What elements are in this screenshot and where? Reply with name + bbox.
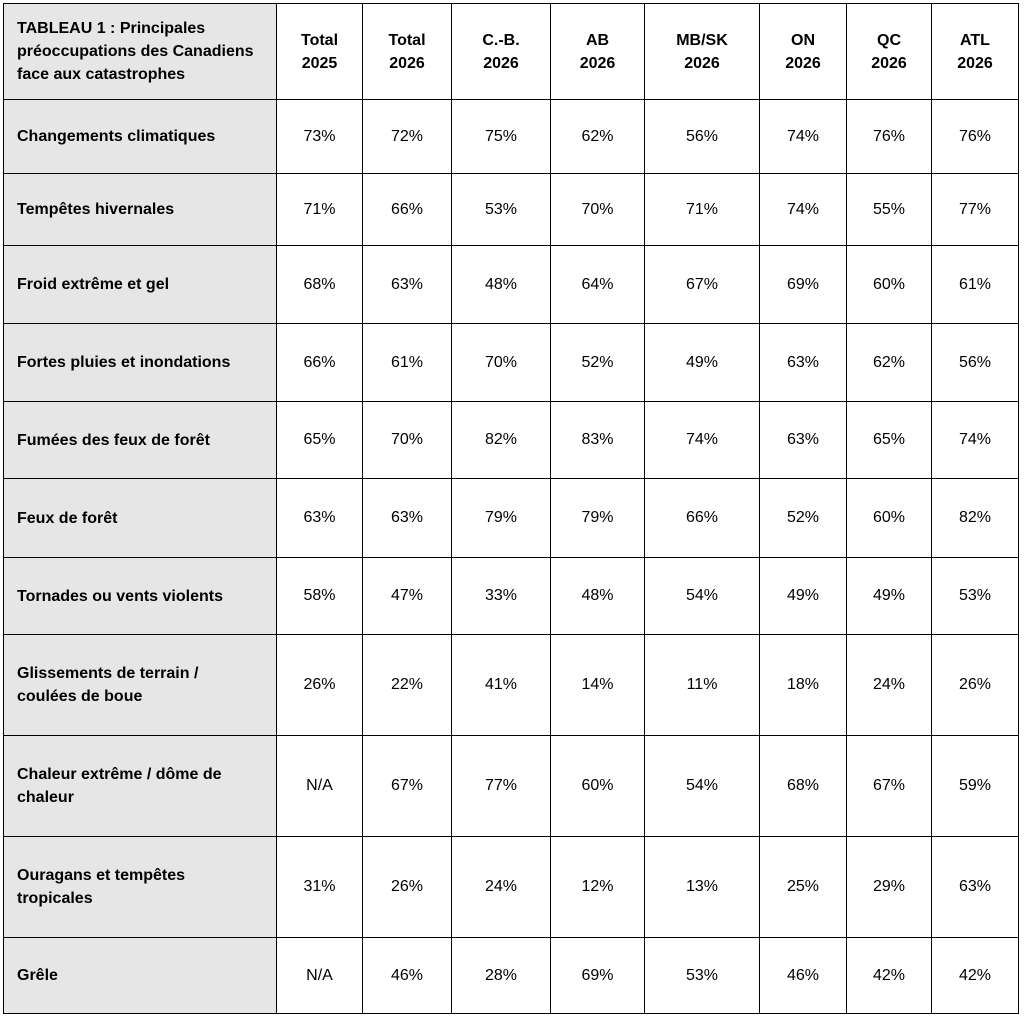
column-header-line1: QC — [877, 31, 901, 49]
table-cell: 25% — [760, 837, 847, 938]
row-label — [4, 324, 277, 402]
column-header-line1: AB — [585, 31, 610, 49]
table-cell: 24% — [847, 635, 932, 736]
column-header-on-2026 — [760, 4, 847, 100]
column-header-line2: 2025 — [301, 54, 338, 72]
table-cell: 76% — [847, 100, 932, 174]
table-cell: 13% — [645, 837, 760, 938]
table-title-line: face aux catastrophes — [17, 66, 186, 83]
table-cell: 62% — [847, 324, 932, 402]
row-label — [4, 479, 277, 558]
column-header-line2: 2026 — [389, 54, 425, 72]
column-header-total-2025 — [277, 4, 363, 100]
column-header-line2: 2026 — [684, 54, 720, 72]
table-cell: 60% — [551, 736, 645, 837]
header-row — [4, 4, 1019, 100]
table-cell: 74% — [645, 402, 760, 479]
table-cell: 67% — [847, 736, 932, 837]
table-cell: 74% — [760, 100, 847, 174]
table-cell: 66% — [363, 174, 452, 246]
table-cell: 62% — [551, 100, 645, 174]
table-cell: 52% — [551, 324, 645, 402]
table-cell: 46% — [760, 938, 847, 1014]
table-row — [4, 938, 1019, 1014]
table-cell: 64% — [551, 246, 645, 324]
column-header-atl-2026 — [932, 4, 1019, 100]
row-label-line: Fumées des feux de forêt — [17, 431, 210, 449]
table-cell: 75% — [452, 100, 551, 174]
row-label-line: Froid extrême et gel — [17, 276, 170, 293]
row-label — [4, 402, 277, 479]
column-header-total-2026 — [363, 4, 452, 100]
table-cell: 49% — [847, 558, 932, 635]
table-cell: 66% — [277, 324, 363, 402]
table-cell: 26% — [363, 837, 452, 938]
table-cell: N/A — [277, 938, 363, 1014]
table-cell: 79% — [551, 479, 645, 558]
row-label-line: Tempêtes hivernales — [17, 201, 175, 218]
table-cell: 71% — [277, 174, 363, 246]
row-label-line: tropicales — [17, 890, 93, 907]
table-cell: 63% — [363, 479, 452, 558]
row-label — [4, 558, 277, 635]
table-cell: 77% — [932, 174, 1019, 246]
table-cell: 28% — [452, 938, 551, 1014]
table-cell: 26% — [932, 635, 1019, 736]
table-cell: 14% — [551, 635, 645, 736]
table-cell: 61% — [932, 246, 1019, 324]
row-label-line: Changements climatiques — [17, 128, 216, 145]
table-cell: 56% — [932, 324, 1019, 402]
table-cell: 54% — [645, 736, 760, 837]
table-row — [4, 558, 1019, 635]
table-cell: N/A — [277, 736, 363, 837]
table-cell: 59% — [932, 736, 1019, 837]
column-header-line1: Total — [388, 31, 426, 49]
table-cell: 83% — [551, 402, 645, 479]
table-cell: 63% — [277, 479, 363, 558]
table-cell: 41% — [452, 635, 551, 736]
table-cell: 69% — [551, 938, 645, 1014]
table-cell: 79% — [452, 479, 551, 558]
table-cell: 33% — [452, 558, 551, 635]
column-header-bc-2026 — [452, 4, 551, 100]
column-header-line2: 2026 — [579, 54, 616, 72]
table-cell: 47% — [363, 558, 452, 635]
table-row — [4, 324, 1019, 402]
table-cell: 58% — [277, 558, 363, 635]
table-cell: 66% — [645, 479, 760, 558]
disaster-concerns-table — [3, 3, 1019, 1014]
table-cell: 72% — [363, 100, 452, 174]
table-cell: 65% — [277, 402, 363, 479]
row-label-line: Tornades ou vents violents — [17, 587, 223, 605]
table-cell: 49% — [760, 558, 847, 635]
table-title — [4, 4, 277, 100]
table-cell: 70% — [452, 324, 551, 402]
column-header-qc-2026 — [847, 4, 932, 100]
row-label — [4, 635, 277, 736]
table-cell: 53% — [645, 938, 760, 1014]
column-header-line1: ATL — [960, 31, 990, 49]
table-row — [4, 100, 1019, 174]
row-label — [4, 837, 277, 938]
column-header-line2: 2026 — [957, 54, 993, 72]
table-cell: 48% — [551, 558, 645, 635]
table-cell: 70% — [551, 174, 645, 246]
column-header-mbsk-2026 — [645, 4, 760, 100]
column-header-line1: ON — [791, 31, 815, 49]
row-label — [4, 246, 277, 324]
table-row — [4, 402, 1019, 479]
table-cell: 53% — [932, 558, 1019, 635]
table-cell: 46% — [363, 938, 452, 1014]
table-cell: 69% — [760, 246, 847, 324]
table-cell: 54% — [645, 558, 760, 635]
table-cell: 70% — [363, 402, 452, 479]
row-label — [4, 100, 277, 174]
row-label — [4, 736, 277, 837]
table-cell: 26% — [277, 635, 363, 736]
column-header-line2: 2026 — [785, 54, 821, 72]
table-cell: 55% — [847, 174, 932, 246]
table-cell: 60% — [847, 479, 932, 558]
table-cell: 68% — [760, 736, 847, 837]
row-label-line: Grêle — [17, 967, 58, 984]
table-cell: 52% — [760, 479, 847, 558]
table-cell: 53% — [452, 174, 551, 246]
table-title-line: TABLEAU 1 : Principales — [17, 20, 206, 37]
table-row — [4, 837, 1019, 938]
table-cell: 24% — [452, 837, 551, 938]
table-cell: 74% — [760, 174, 847, 246]
table-cell: 77% — [452, 736, 551, 837]
column-header-ab-2026 — [551, 4, 645, 100]
table-cell: 60% — [847, 246, 932, 324]
table-row — [4, 246, 1019, 324]
table-cell: 67% — [363, 736, 452, 837]
table-cell: 42% — [847, 938, 932, 1014]
table-cell: 61% — [363, 324, 452, 402]
table-title-line: préoccupations des Canadiens — [17, 43, 254, 60]
table-cell: 74% — [932, 402, 1019, 479]
table-row — [4, 479, 1019, 558]
table-cell: 76% — [932, 100, 1019, 174]
table-cell: 71% — [645, 174, 760, 246]
table-cell: 82% — [932, 479, 1019, 558]
row-label-line: Feux de forêt — [17, 509, 118, 527]
table-cell: 67% — [645, 246, 760, 324]
table-cell: 68% — [277, 246, 363, 324]
row-label-line: Chaleur extrême / dôme de — [17, 766, 222, 783]
row-label-line: Fortes pluies et inondations — [17, 354, 231, 371]
table-cell: 73% — [277, 100, 363, 174]
table-cell: 63% — [760, 402, 847, 479]
row-label-line: Glissements de terrain / — [17, 665, 199, 682]
table-cell: 18% — [760, 635, 847, 736]
table-cell: 63% — [932, 837, 1019, 938]
row-label-line: Ouragans et tempêtes — [17, 867, 186, 884]
column-header-line1: C.-B. — [482, 31, 520, 49]
column-header-line2: 2026 — [871, 54, 907, 72]
table-cell: 82% — [452, 402, 551, 479]
table-cell: 65% — [847, 402, 932, 479]
table-cell: 48% — [452, 246, 551, 324]
table-cell: 12% — [551, 837, 645, 938]
row-label-line: chaleur — [17, 789, 74, 806]
table-cell: 63% — [363, 246, 452, 324]
table-row — [4, 736, 1019, 837]
table-cell: 31% — [277, 837, 363, 938]
table-cell: 56% — [645, 100, 760, 174]
table-cell: 29% — [847, 837, 932, 938]
table-row — [4, 174, 1019, 246]
column-header-line1: Total — [300, 31, 339, 49]
table-row — [4, 635, 1019, 736]
column-header-line1: MB/SK — [676, 31, 728, 49]
table-cell: 42% — [932, 938, 1019, 1014]
table-cell: 11% — [645, 635, 760, 736]
row-label-line: coulées de boue — [17, 688, 143, 705]
table-cell: 63% — [760, 324, 847, 402]
column-header-line2: 2026 — [483, 54, 519, 72]
table-cell: 49% — [645, 324, 760, 402]
table-cell: 22% — [363, 635, 452, 736]
row-label — [4, 938, 277, 1014]
row-label — [4, 174, 277, 246]
